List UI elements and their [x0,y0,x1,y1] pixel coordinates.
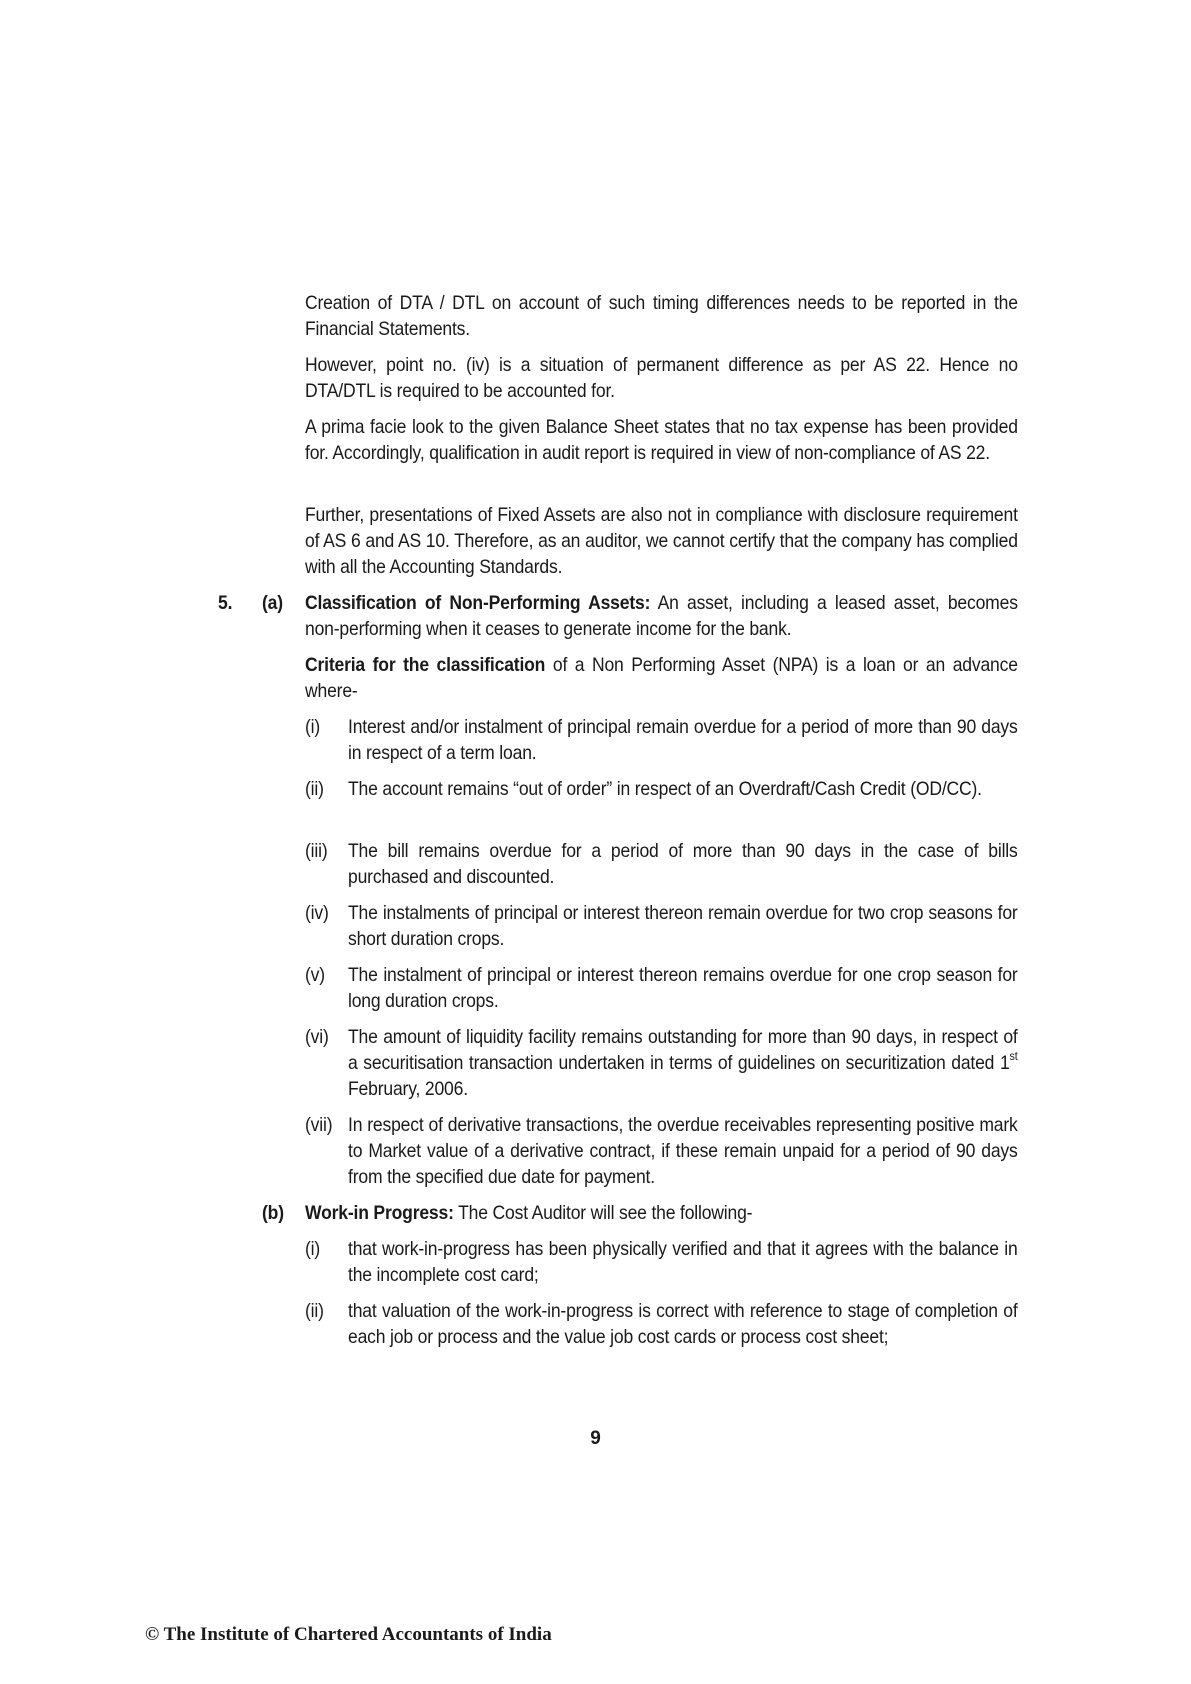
part-a-item-6-superscript: st [1009,1048,1018,1063]
part-a-item-6-main: The amount of liquidity facility remains outstanding for more than 90 days, in respect of a securitisation transaction undertaken in terms of guidelines on securitization dated 1 [348,1026,1018,1074]
question-number: 5. [218,592,233,614]
part-a-text: An asset, including a leased asset, becomes non-performing when it ceases to generate income for the bank. [305,592,1018,640]
part-a-item-2-text: The account remains “out of order” in respect of an Overdraft/Cash Credit (OD/CC). [348,778,982,800]
part-a-item-7-text: In respect of derivative transactions, the overdue receivables representing positive mark to Market value of a derivative contract, if these remain unpaid for a period of 90 days from the specified due date for payment. [348,1114,1018,1188]
part-a-paragraph [305,590,1018,642]
criteria-paragraph [305,652,1018,704]
part-a-item-3-number: (iii) [305,840,328,862]
part-a-item-2-number: (ii) [305,778,324,800]
part-a-item-3-text: The bill remains overdue for a period of more than 90 days in the case of bills purchased and discounted. [348,840,1018,888]
part-a-item-5-number: (v) [305,964,325,986]
part-a-item-5-text: The instalment of principal or interest thereon remains overdue for one crop season for long duration crops. [348,964,1018,1012]
footer-copyright: © The Institute of Chartered Accountants of India [145,1624,552,1645]
part-a-item-6-tail: February, 2006. [348,1078,468,1100]
intro-paragraph-2: However, point no. (iv) is a situation of permanent difference as per AS 22. Hence no DTA/DTL is required to be accounted for. [305,354,1018,402]
part-b-item-1-text: that work-in-progress has been physically verified and that it agrees with the balance in the incomplete cost card; [348,1238,1018,1286]
part-b-letter: (b) [262,1202,284,1224]
part-a-item-6-number: (vi) [305,1026,329,1048]
part-b-item-2-number: (ii) [305,1300,324,1322]
part-b-item-2-text: that valuation of the work-in-progress is correct with reference to stage of completion of each job or process and the value job cost cards or process cost sheet; [348,1300,1018,1348]
part-a-item-1-text: Interest and/or instalment of principal remain overdue for a period of more than 90 days in respect of a term loan. [348,716,1018,764]
part-b-heading: Work-in Progress: [305,1202,454,1224]
criteria-text: of a Non Performing Asset (NPA) is a loan or an advance where- [305,654,1018,702]
criteria-heading: Criteria for the classification [305,654,546,676]
part-a-item-4-text: The instalments of principal or interest thereon remain overdue for two crop seasons for short duration crops. [348,902,1018,950]
part-b-paragraph [305,1200,1018,1226]
part-a-item-6-text [348,1024,1018,1102]
part-b-item-1-number: (i) [305,1238,321,1260]
part-a-item-4-number: (iv) [305,902,329,924]
part-b-text: The Cost Auditor will see the following- [453,1202,753,1224]
intro-paragraph-4: Further, presentations of Fixed Assets are also not in compliance with disclosure requirement of AS 6 and AS 10. Therefore, as an auditor, we cannot certify that the company has complied with all the Accounting Standards. [305,504,1018,578]
part-a-item-1-number: (i) [305,716,321,738]
part-a-heading: Classification of Non-Performing Assets: [305,592,651,614]
intro-paragraph-3: A prima facie look to the given Balance Sheet states that no tax expense has been provided for. Accordingly, qualification in audit report is required in view of non-compliance of AS 22. [305,416,1018,464]
page-number: 9 [590,1428,601,1449]
intro-paragraph-1: Creation of DTA / DTL on account of such timing differences needs to be reported in the Financial Statements. [305,292,1018,340]
part-a-letter: (a) [262,592,283,614]
part-a-item-7-number: (vii) [305,1114,333,1136]
